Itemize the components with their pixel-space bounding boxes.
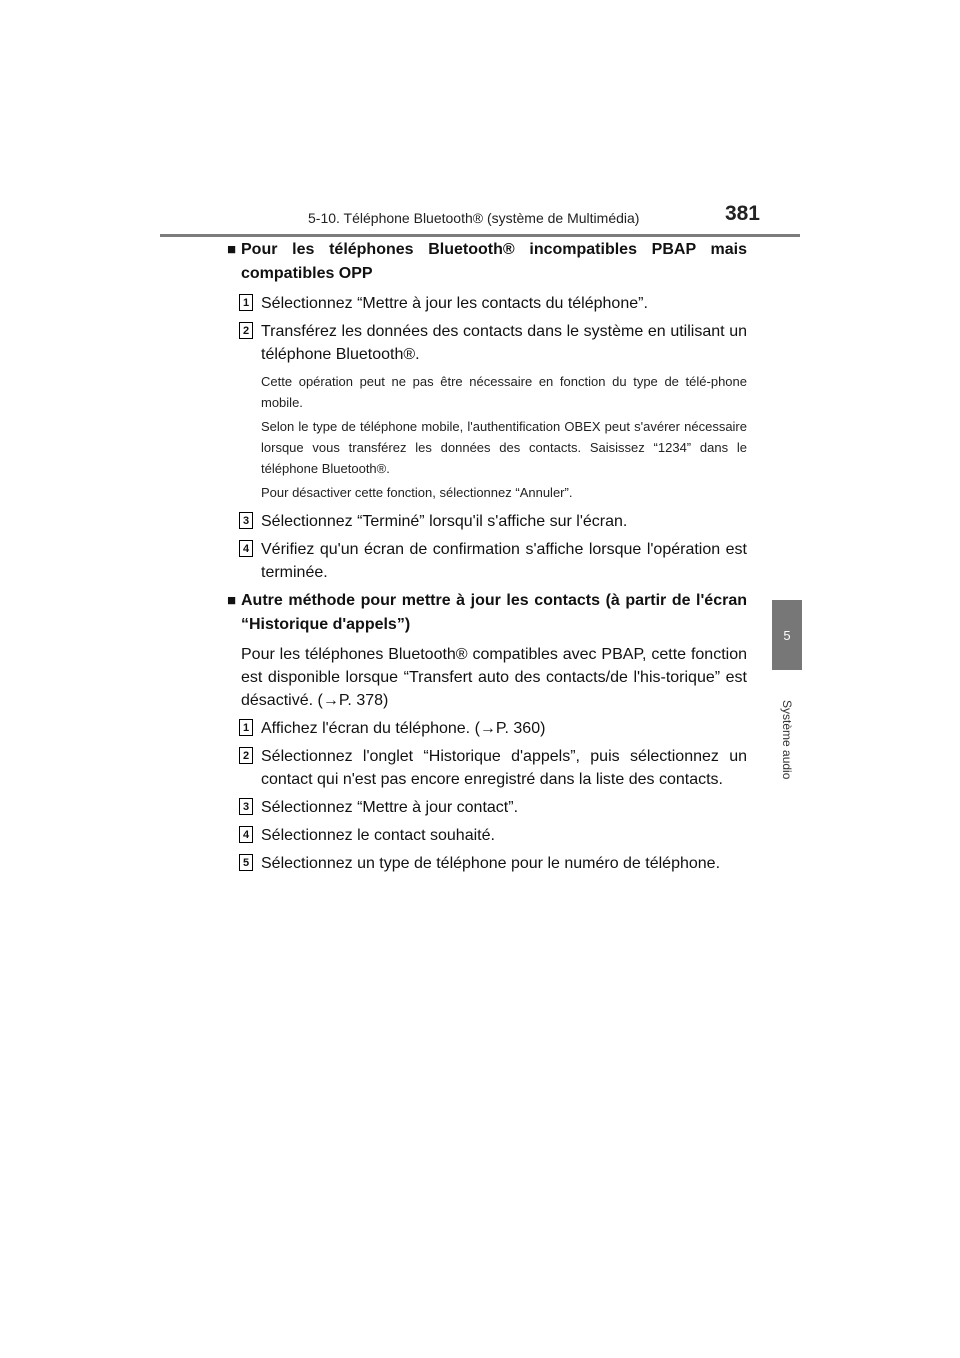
step-item [227,796,747,819]
step-item [227,824,747,847]
step-text: Sélectionnez “Mettre à jour contact”. [261,799,519,816]
section-heading-opp: ■ Pour les téléphones Bluetooth® incompatibles PBAP mais compatibles OPP [227,238,747,286]
section-heading-call-history: ■ Autre méthode pour mettre à jour les contacts (à partir de l'écran “Historique d'appels”) [227,589,747,637]
step-item [227,292,747,315]
step-item [227,510,747,533]
step-number: 3 [239,798,253,815]
step-text: Affichez l'écran du téléphone. (→P. 360) [261,720,546,737]
page-content [227,238,747,880]
step-item [227,745,747,791]
step-text: Sélectionnez “Terminé” lorsqu'il s'affiche sur l'écran. [261,513,628,530]
chapter-label: Système audio [780,700,794,780]
step-text: Vérifiez qu'un écran de confirmation s'affiche lorsque l'opération est terminée. [261,541,747,581]
step-number: 1 [239,719,253,736]
square-bullet-icon: ■ [227,241,237,258]
step-number: 1 [239,294,253,311]
step-text: Transférez les données des contacts dans le système en utilisant un téléphone Bluetooth®. [261,323,747,363]
chapter-tab: 5 [772,600,802,670]
step-item [227,320,747,366]
section-title: 5-10. Téléphone Bluetooth® (système de Multimédia) [308,210,640,226]
note-text: Pour désactiver cette fonction, sélectionnez “Annuler”. [261,485,573,500]
page-header [160,200,800,237]
step-text: Sélectionnez un type de téléphone pour le numéro de téléphone. [261,855,721,872]
section-intro: Pour les téléphones Bluetooth® compatibles avec PBAP, cette fonction est disponible lorsque “Transfert auto des contacts/de l'his-torique” est désactivé. (→P. 378) [241,646,747,709]
step-number: 3 [239,512,253,529]
step-item [227,852,747,875]
step-number: 2 [239,322,253,339]
step-text: Sélectionnez l'onglet “Historique d'appels”, puis sélectionnez un contact qui n'est pas encore enregistré dans la liste des contacts. [261,748,747,788]
step-number: 4 [239,540,253,557]
step-number: 5 [239,854,253,871]
note-text: Cette opération peut ne pas être nécessaire en fonction du type de télé-phone mobile. [261,374,747,410]
step-number: 4 [239,826,253,843]
square-bullet-icon: ■ [227,592,237,609]
step-item [227,538,747,584]
note-text: Selon le type de téléphone mobile, l'authentification OBEX peut s'avérer nécessaire lorsque vous transférez les données des contacts. Saisissez “1234” dans le téléphone Bluetooth®. [261,419,747,476]
step-text: Sélectionnez “Mettre à jour les contacts du téléphone”. [261,295,648,312]
page-number: 381 [724,202,760,225]
step-item [227,717,747,740]
step-text: Sélectionnez le contact souhaité. [261,827,495,844]
step-number: 2 [239,747,253,764]
